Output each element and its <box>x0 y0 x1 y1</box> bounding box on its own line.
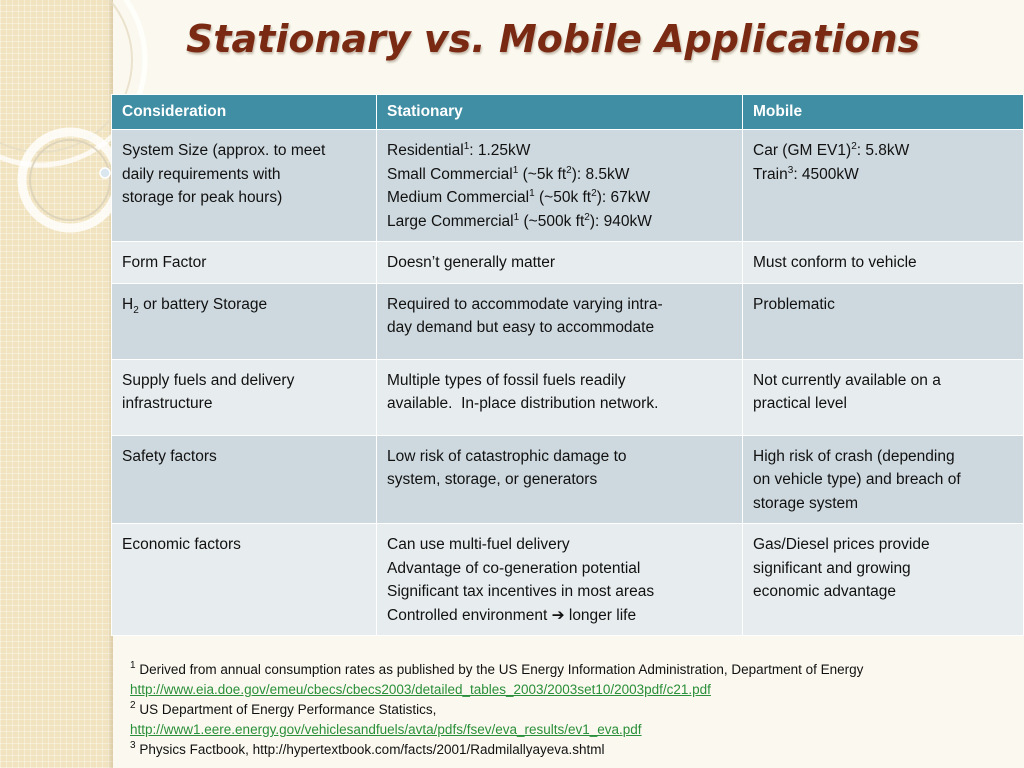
arrow-right-icon: ➔ <box>551 606 565 624</box>
cell-storage-consideration: $H_2$ or battery Storage <box>112 283 377 359</box>
footnote-3: $^3$ Physics Factbook, http://hypertextbook.com/facts/2001/Radmilallyayeva.shtml <box>130 740 605 757</box>
cell-system-size-stationary: Residential$^1$: 1.25kW Small Commercial$^1$ (~5k $ft^2$): 8.5kW Medium Commercial$^1$ (~50k $ft^2$): 67kW Large Commercial$^1$ (~500k $ft^2$): 940kW <box>377 130 743 242</box>
table-row <box>112 283 1024 359</box>
comparison-table <box>111 94 1024 636</box>
footnote-2: $^2$ US Department of Energy Performance Statistics, <box>130 700 437 717</box>
header-consideration: Consideration <box>112 95 377 130</box>
cell-form-factor-mobile: Must conform to vehicle <box>743 242 1024 284</box>
footnotes <box>130 660 1010 760</box>
cell-storage-mobile: Problematic <box>743 283 1024 359</box>
cell-economic-stationary: Can use multi-fuel delivery Advantage of co-generation potential Significant tax incentives in most areas Controlled environment ➔ longer life <box>377 524 743 636</box>
table-row <box>112 524 1024 636</box>
cell-system-size-consideration: System Size (approx. to meet daily requirements with storage for peak hours) <box>112 130 377 242</box>
table-row <box>112 435 1024 524</box>
footnote-1-link[interactable]: http://www.eia.doe.gov/emeu/cbecs/cbecs2003/detailed_tables_2003/2003set10/2003pdf/c21.pdf <box>130 682 711 697</box>
cell-form-factor-consideration: Form Factor <box>112 242 377 284</box>
table-header-row <box>112 95 1024 130</box>
table-row <box>112 242 1024 284</box>
table-row <box>112 359 1024 435</box>
cell-economic-mobile: Gas/Diesel prices provide significant and growing economic advantage <box>743 524 1024 636</box>
table-row <box>112 130 1024 242</box>
decorative-side-strip <box>0 0 113 768</box>
footnote-2-link[interactable]: http://www1.eere.energy.gov/vehiclesandfuels/avta/pdfs/fsev/eva_results/ev1_eva.pdf <box>130 722 642 737</box>
cell-supply-mobile: Not currently available on a practical level <box>743 359 1024 435</box>
cell-safety-consideration: Safety factors <box>112 435 377 524</box>
cell-safety-stationary: Low risk of catastrophic damage to system, storage, or generators <box>377 435 743 524</box>
header-stationary: Stationary <box>377 95 743 130</box>
cell-system-size-mobile: Car (GM EV1)$^2$: 5.8kW Train$^3$: 4500kW <box>743 130 1024 242</box>
cell-storage-stationary: Required to accommodate varying intra- day demand but easy to accommodate <box>377 283 743 359</box>
cell-safety-mobile: High risk of crash (depending on vehicle type) and breach of storage system <box>743 435 1024 524</box>
header-mobile: Mobile <box>743 95 1024 130</box>
cell-supply-consideration: Supply fuels and delivery infrastructure <box>112 359 377 435</box>
footnote-1: $^1$ Derived from annual consumption rates as published by the US Energy Information Administration, Department of Energy <box>130 660 864 677</box>
cell-supply-stationary: Multiple types of fossil fuels readily available. In-place distribution network. <box>377 359 743 435</box>
slide-title: Stationary vs. Mobile Applications <box>186 17 921 61</box>
cell-economic-consideration: Economic factors <box>112 524 377 636</box>
cell-form-factor-stationary: Doesn’t generally matter <box>377 242 743 284</box>
